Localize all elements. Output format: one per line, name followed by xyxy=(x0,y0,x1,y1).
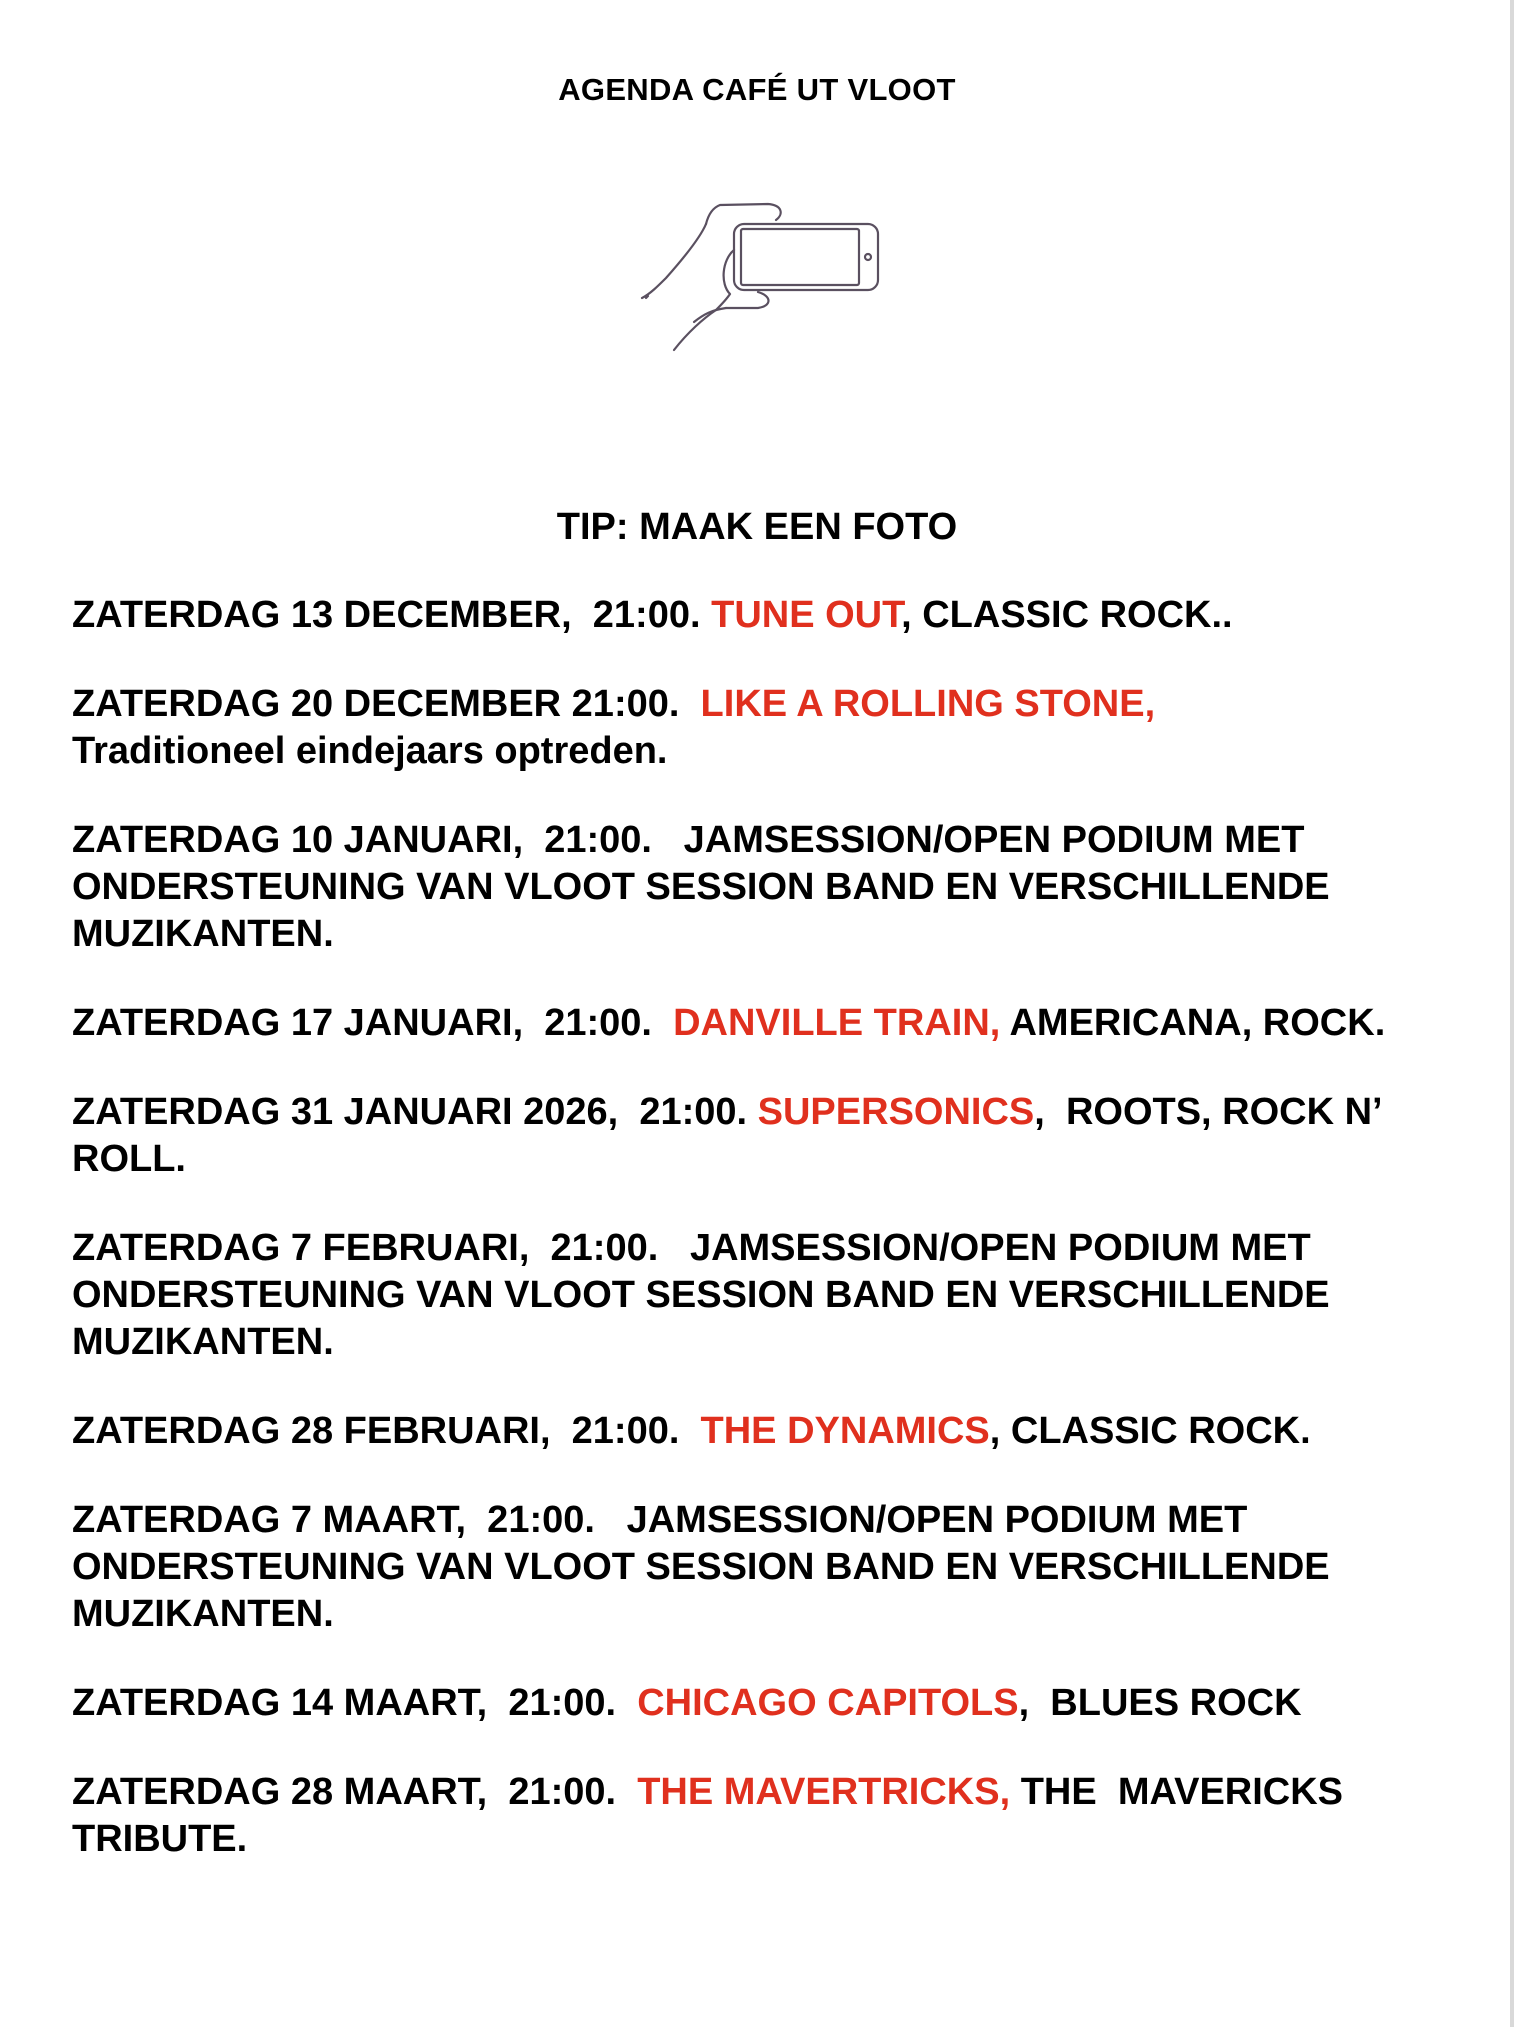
event-date-time: ZATERDAG 13 DECEMBER, 21:00. xyxy=(72,594,712,636)
event-item xyxy=(72,1089,1452,1183)
event-genre: , BLUES ROCK xyxy=(1018,1682,1302,1724)
event-item xyxy=(72,1769,1452,1863)
event-band: TUNE OUT xyxy=(711,594,902,636)
event-item xyxy=(72,1225,1452,1366)
event-band: DANVILLE TRAIN, xyxy=(673,1002,1001,1044)
event-item xyxy=(72,817,1452,958)
event-date-time: ZATERDAG 17 JANUARI, 21:00. xyxy=(72,1002,674,1044)
event-genre: , CLASSIC ROCK.. xyxy=(901,594,1233,636)
event-item xyxy=(72,1680,1452,1727)
event-list xyxy=(72,592,1452,1905)
event-date-time: ZATERDAG 7 MAART, 21:00. JAMSESSION/OPEN PODIUM MET ONDERSTEUNING VAN VLOOT SESSION BAND EN VERSCHILLENDE MUZIKANTEN. xyxy=(72,1499,1341,1635)
event-band: THE MAVERTRICKS, xyxy=(637,1771,1011,1813)
event-date-time: ZATERDAG 20 DECEMBER 21:00. xyxy=(72,683,701,725)
event-item xyxy=(72,592,1452,639)
event-item xyxy=(72,681,1452,775)
event-date-time: ZATERDAG 28 MAART, 21:00. xyxy=(72,1771,638,1813)
hand-holding-phone-icon xyxy=(608,168,908,360)
event-item xyxy=(72,1497,1452,1638)
event-band: CHICAGO CAPITOLS xyxy=(637,1682,1019,1724)
event-band: LIKE A ROLLING STONE, xyxy=(700,683,1156,725)
event-date-time: ZATERDAG 10 JANUARI, 21:00. JAMSESSION/OPEN PODIUM MET ONDERSTEUNING VAN VLOOT SESSION BAND EN VERSCHILLENDE MUZIKANTEN. xyxy=(72,819,1341,955)
event-date-time: ZATERDAG 7 FEBRUARI, 21:00. JAMSESSION/OPEN PODIUM MET ONDERSTEUNING VAN VLOOT SESSION BAND EN VERSCHILLENDE MUZIKANTEN. xyxy=(72,1227,1341,1363)
event-item xyxy=(72,1000,1452,1047)
event-date-time: ZATERDAG 31 JANUARI 2026, 21:00. xyxy=(72,1091,758,1133)
event-band: SUPERSONICS xyxy=(757,1091,1035,1133)
event-genre: THE MAVERICKS TRIBUTE. xyxy=(72,1771,1354,1860)
event-note: Traditioneel eindejaars optreden. xyxy=(72,730,668,772)
event-date-time: ZATERDAG 14 MAART, 21:00. xyxy=(72,1682,638,1724)
event-genre: , ROOTS, ROCK N’ ROLL. xyxy=(72,1091,1392,1180)
event-genre: , CLASSIC ROCK. xyxy=(989,1410,1311,1452)
event-genre: AMERICANA, ROCK. xyxy=(1000,1002,1386,1044)
page-title: AGENDA CAFÉ UT VLOOT xyxy=(558,72,956,107)
event-date-time: ZATERDAG 28 FEBRUARI, 21:00. xyxy=(72,1410,701,1452)
tip-text: TIP: MAAK EEN FOTO xyxy=(556,506,958,548)
event-band: THE DYNAMICS xyxy=(700,1410,990,1452)
event-item xyxy=(72,1408,1452,1455)
page-edge xyxy=(1510,0,1514,2027)
